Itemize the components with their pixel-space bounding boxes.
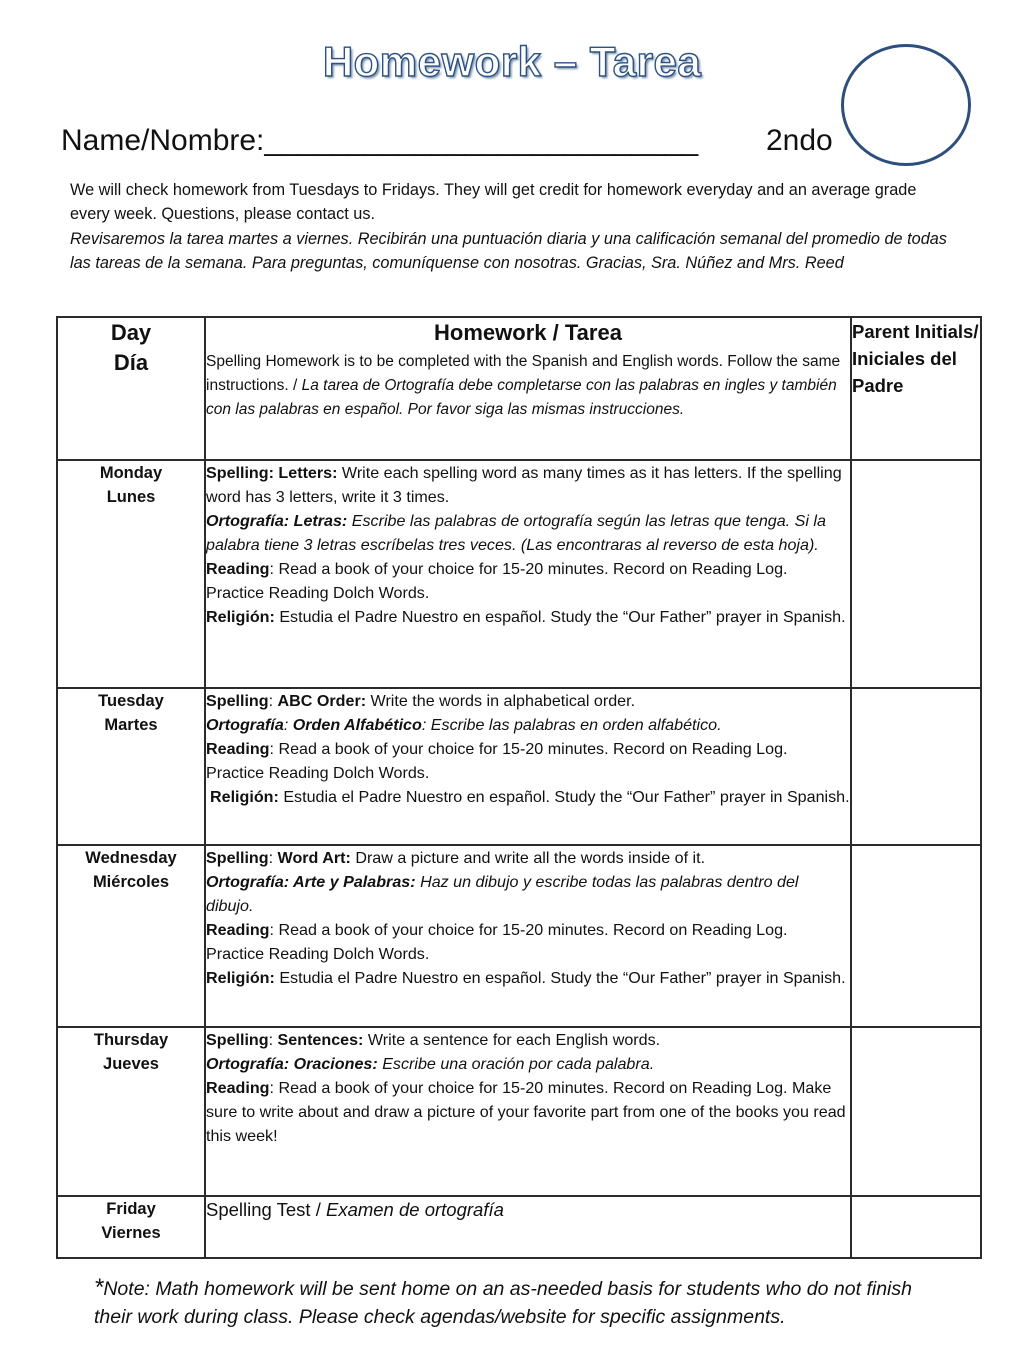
reading-line <box>206 737 850 785</box>
table-row <box>57 688 981 845</box>
spelling-label: Spelling: Letters: <box>206 464 338 482</box>
intro-english: We will check homework from Tuesdays to Fridays. They will get credit for homework everyday and an average grade every week. Questions, please contact us. <box>70 181 917 224</box>
homework-cell <box>205 845 851 1027</box>
homework-cell <box>205 460 851 688</box>
ortografia-text: Haz un dibujo y escribe todas las palabras dentro del dibujo. <box>206 873 799 915</box>
day-cell <box>57 460 205 688</box>
day-header-es: Día <box>113 350 149 375</box>
note-text: Note: Math homework will be sent home on an as-needed basis for students who do not finish their work during class. Please check agendas/website for specific assignments. <box>94 1278 912 1328</box>
ortografia-colon: : <box>283 716 293 734</box>
homework-column-header <box>205 317 851 460</box>
spelling-line <box>206 461 850 509</box>
homework-table <box>56 316 982 1259</box>
parent-header-en: Parent Initials/ <box>852 321 979 342</box>
name-field[interactable] <box>61 124 698 158</box>
homework-cell <box>205 688 851 845</box>
spelling-line <box>206 1028 850 1052</box>
religion-text: Estudia el Padre Nuestro en español. Study the “Our Father” prayer in Spanish. <box>274 969 846 987</box>
reading-line <box>206 918 850 966</box>
spelling-sublabel: Sentences: <box>277 1031 364 1049</box>
spelling-colon: : <box>268 849 278 867</box>
parent-initials-column-header <box>851 317 981 460</box>
table-row <box>57 845 981 1027</box>
ortografia-line <box>206 509 850 557</box>
spelling-colon: : <box>268 1031 278 1049</box>
day-name-es: Lunes <box>106 488 156 506</box>
spelling-label: Spelling <box>206 692 269 710</box>
table-row <box>57 1027 981 1196</box>
day-name-en: Wednesday <box>85 849 177 867</box>
spelling-test-es: Examen de ortografía <box>325 1199 504 1220</box>
reading-label: Reading <box>206 1079 270 1097</box>
day-name-es: Jueves <box>103 1055 159 1073</box>
spelling-line <box>206 846 850 870</box>
religion-label: Religión: <box>206 969 275 987</box>
reading-text: : Read a book of your choice for 15-20 minutes. Record on Reading Log. Make sure to write about and draw a picture of your favorite part from one of the books you read this week! <box>206 1079 846 1145</box>
reading-label: Reading <box>206 921 270 939</box>
day-name-es: Martes <box>104 716 158 734</box>
reading-text: : Read a book of your choice for 15-20 minutes. Record on Reading Log. Practice Reading Dolch Words. <box>206 560 788 602</box>
ortografia-label: Ortografía: Arte y Palabras: <box>206 873 416 891</box>
reading-line <box>206 1076 850 1148</box>
parent-initials-cell[interactable] <box>851 1196 981 1258</box>
day-column-header <box>57 317 205 460</box>
table-row <box>57 460 981 688</box>
day-cell <box>57 688 205 845</box>
reading-text: : Read a book of your choice for 15-20 minutes. Record on Reading Log. Practice Reading Dolch Words. <box>206 740 788 782</box>
spelling-sublabel: Word Art: <box>277 849 351 867</box>
grade-circle <box>841 44 971 166</box>
religion-text: Estudia el Padre Nuestro en español. Study the “Our Father” prayer in Spanish. <box>274 608 846 626</box>
homework-header-note-en: Spelling Homework is to be completed with the Spanish and English words. Follow the same instructions. / <box>206 353 841 394</box>
day-cell <box>57 1027 205 1196</box>
ortografia-text: Escribe una oración por cada palabra. <box>377 1055 655 1073</box>
religion-line <box>206 605 850 629</box>
spelling-sublabel: ABC Order: <box>277 692 367 710</box>
intro-spanish: Revisaremos la tarea martes a viernes. Recibirán una puntuación diaria y una calificación semanal del promedio de todas las tareas de la semana. Para preguntas, comuníquense con nosotras. Gracias, Sra. Núñez and Mrs. Reed <box>70 229 947 272</box>
homework-cell <box>205 1196 851 1258</box>
spelling-text: Write the words in alphabetical order. <box>366 692 636 710</box>
parent-initials-cell[interactable] <box>851 688 981 845</box>
name-blank[interactable]: __________________________ <box>264 124 699 157</box>
intro-text <box>70 178 950 275</box>
day-name-en: Friday <box>106 1200 156 1218</box>
day-name-en: Thursday <box>93 1031 169 1049</box>
day-name-en: Monday <box>99 464 163 482</box>
table-row <box>57 1196 981 1258</box>
parent-header-es: Iniciales del Padre <box>852 348 957 396</box>
reading-label: Reading <box>206 740 270 758</box>
ortografia-line <box>206 870 850 918</box>
reading-line <box>206 557 850 605</box>
religion-line <box>206 966 850 990</box>
parent-initials-cell[interactable] <box>851 460 981 688</box>
spelling-label: Spelling <box>206 849 269 867</box>
spelling-text: Write each spelling word as many times as it has letters. If the spelling word has 3 letters, write it 3 times. <box>206 464 842 506</box>
day-cell <box>57 1196 205 1258</box>
page-title: Homework – Tarea <box>322 38 702 85</box>
parent-initials-cell[interactable] <box>851 845 981 1027</box>
day-name-es: Viernes <box>101 1224 161 1242</box>
day-cell <box>57 845 205 1027</box>
ortografia-label: Ortografía <box>206 716 284 734</box>
ortografia-label: Ortografía: Letras: <box>206 512 348 530</box>
name-label: Name/Nombre: <box>61 124 265 157</box>
reading-label: Reading <box>206 560 270 578</box>
footer-note <box>94 1274 914 1331</box>
ortografia-line <box>206 1052 850 1076</box>
ortografia-sublabel: Orden Alfabético <box>292 716 422 734</box>
spelling-colon: : <box>268 692 278 710</box>
religion-label: Religión: <box>210 788 279 806</box>
ortografia-label: Ortografía: Oraciones: <box>206 1055 378 1073</box>
table-header-row <box>57 317 981 460</box>
religion-line <box>206 785 850 809</box>
note-star: * <box>94 1274 104 1301</box>
spelling-text: Draw a picture and write all the words inside of it. <box>350 849 706 867</box>
reading-text: : Read a book of your choice for 15-20 minutes. Record on Reading Log. Practice Reading Dolch Words. <box>206 921 788 963</box>
ortografia-text: Escribe las palabras de ortografía según las letras que tenga. Si la palabra tiene 3 letras escríbelas tres veces. (Las encontraras al reverso de esta hoja). <box>206 512 826 554</box>
ortografia-text: : Escribe las palabras en orden alfabético. <box>421 716 722 734</box>
day-name-en: Tuesday <box>98 692 164 710</box>
grade-label: 2ndo <box>766 124 833 157</box>
day-header-en: Day <box>110 320 152 345</box>
spelling-label: Spelling <box>206 1031 269 1049</box>
homework-header-note <box>206 350 850 422</box>
spelling-line <box>206 689 850 713</box>
parent-initials-cell[interactable] <box>851 1027 981 1196</box>
ortografia-line <box>206 713 850 737</box>
homework-cell <box>205 1027 851 1196</box>
religion-text: Estudia el Padre Nuestro en español. Study the “Our Father” prayer in Spanish. <box>278 788 850 806</box>
spelling-text: Write a sentence for each English words. <box>363 1031 661 1049</box>
homework-header-note-es: La tarea de Ortografía debe completarse con las palabras en ingles y también con las palabras en español. Por favor siga las mismas instrucciones. <box>206 377 837 418</box>
religion-label: Religión: <box>206 608 275 626</box>
spelling-test-en: Spelling Test / <box>206 1199 326 1220</box>
day-name-es: Miércoles <box>92 873 170 891</box>
homework-header-title: Homework / Tarea <box>434 320 622 345</box>
